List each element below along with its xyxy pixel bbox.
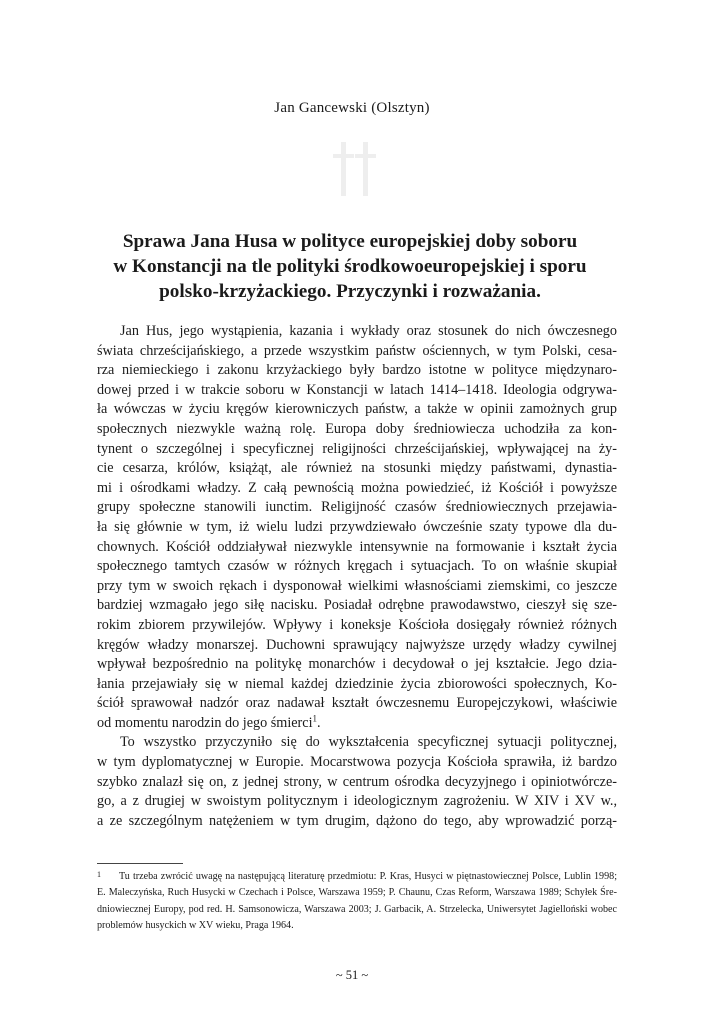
body-line: ściół sprawował nadzór oraz nadawał kształt ówczesnemu Europejczykowi, właściwie (97, 695, 617, 712)
body-line: od momentu narodzin do jego śmierci$^1$. (97, 713, 321, 731)
body-line: tynent o szczególnej i specyficznej religijności chrześcijańskiej, wpływającej na ży- (97, 440, 617, 457)
body-line: rokim zbiorem przywilejów. Wpływy i koneksje Kościoła dosięgały również różnych (97, 616, 617, 633)
body-line: szybko znalazł się on, z jednej strony, w centrum ośrodka decyzyjnego i opiniotwórcze- (97, 773, 617, 790)
body-line: świata chrześcijańskiego, a przede wszystkim państw ościennych, w tym Polski, cesa- (97, 342, 617, 359)
body-line: go, a z drugiej w swoistym politycznym i ideologicznym zagrożeniu. W XIV i XV w., (97, 793, 617, 810)
body-line: To wszystko przyczyniło się do wykształcenia specyficznej sytuacji politycznej, (120, 734, 617, 751)
body-line: przy tym w swoich rękach i dysponował wielkimi własnościami ziemskimi, co jeszcze (97, 577, 617, 594)
body-line: mi i ośrodkami władzy. Z całą pewnością można powiedzieć, iż Kościół i powyższe (97, 479, 617, 496)
body-line: dowej przed i w trakcie soboru w Konstancji w latach 1414–1418. Ideologia odgrywa- (97, 381, 617, 398)
body-line: łania przejawiały się w niemal każdej dziedzinie życia zbiorowości społecznych, Ko- (97, 675, 617, 692)
double-cross-icon (327, 140, 383, 196)
body-line: grupy społeczne stanowili iunctim. Religijność czasów średniowiecznych przejawia- (97, 499, 617, 516)
title-line: w Konstancji na tle polityki środkowoeuropejskiej i sporu (113, 256, 587, 277)
body-line: wpływał bezpośrednio na politykę monarchów i decydował o jej kształcie. Jego dzia- (97, 656, 617, 673)
title-line: polsko-krzyżackiego. Przyczynki i rozważania. (159, 281, 541, 302)
author-line: Jan Gancewski (Olsztyn) (274, 100, 430, 116)
footnote-line: E. Maleczyńska, Ruch Husycki w Czechach i Polsce, Warszawa 1959; P. Chaunu, Czas Reform, Warszawa 1989; Schyłek Śre- (97, 887, 617, 899)
footnote-line: dniowiecznej Europy, pod red. H. Samsonowicza, Warszawa 2003; J. Garbacik, A. Strzelecka, Uniwersytet Jagielloński wobec (97, 903, 617, 915)
body-line: kręgów władzy monarszej. Duchowni sprawujący najwyższe urzędy władzy cywilnej (97, 636, 617, 653)
footnote-divider (97, 863, 183, 864)
body-line: a ze szczególnym natężeniem w tym drugim, dążono do tego, aby wprowadzić porzą- (97, 812, 617, 829)
body-line: bardziej wzmagało jego siłę nacisku. Posiadał odrębne prawodawstwo, cieszył się sze- (97, 597, 617, 614)
article-body (97, 322, 617, 831)
footnote-reference[interactable]: 1 (312, 713, 318, 724)
body-line: rza niemieckiego i zakonu krzyżackiego były bardzo istotne w polityce międzynaro- (97, 362, 617, 379)
body-line: Jan Hus, jego wystąpienia, kazania i wykłady oraz stosunek do nich ówczesnego (120, 323, 617, 339)
body-line: w tym dyplomatycznej w Europie. Mocarstwowa pozycja Kościoła sprawiła, iż bardzo (97, 754, 617, 771)
body-line: cie cesarza, królów, książąt, ale również na stosunki między państwami, dynastia- (97, 460, 617, 477)
page-number: ~ 51 ~ (335, 968, 369, 982)
body-line: ła wówczas w życiu kręgów kierowniczych państw, a także w opinii zamożnych grup (97, 401, 617, 418)
body-line: chownych. Kościół oddziaływał niezwykle intensywnie na formowanie i kształt życia (97, 538, 617, 555)
footnote (97, 869, 617, 935)
title-line: Sprawa Jana Husa w polityce europejskiej doby soboru (122, 231, 578, 252)
body-line: społecznych niezwykle ważną rolę. Europa doby średniowiecza uchodziła za kon- (97, 420, 617, 437)
article-title (90, 229, 610, 304)
body-line: społecznego tamtych czasów w różnych kręgach i sytuacjach. To on właśnie skupiał (97, 558, 617, 575)
body-line: ła się głównie w tym, iż wielu ludzi przywdziewało ówcześnie szaty typowe dla du- (97, 518, 617, 535)
body-line-text: od momentu narodzin do jego śmierci (97, 714, 313, 731)
footnote-mark: 1 (97, 870, 101, 879)
footnote-line: problemów husyckich w XV wieku, Praga 1964. (97, 920, 294, 932)
footnote-line: Tu trzeba zwrócić uwagę na następującą literaturę przedmiotu: P. Kras, Husyci w piętnastowiecznej Polsce, Lublin 1998; (119, 871, 617, 882)
